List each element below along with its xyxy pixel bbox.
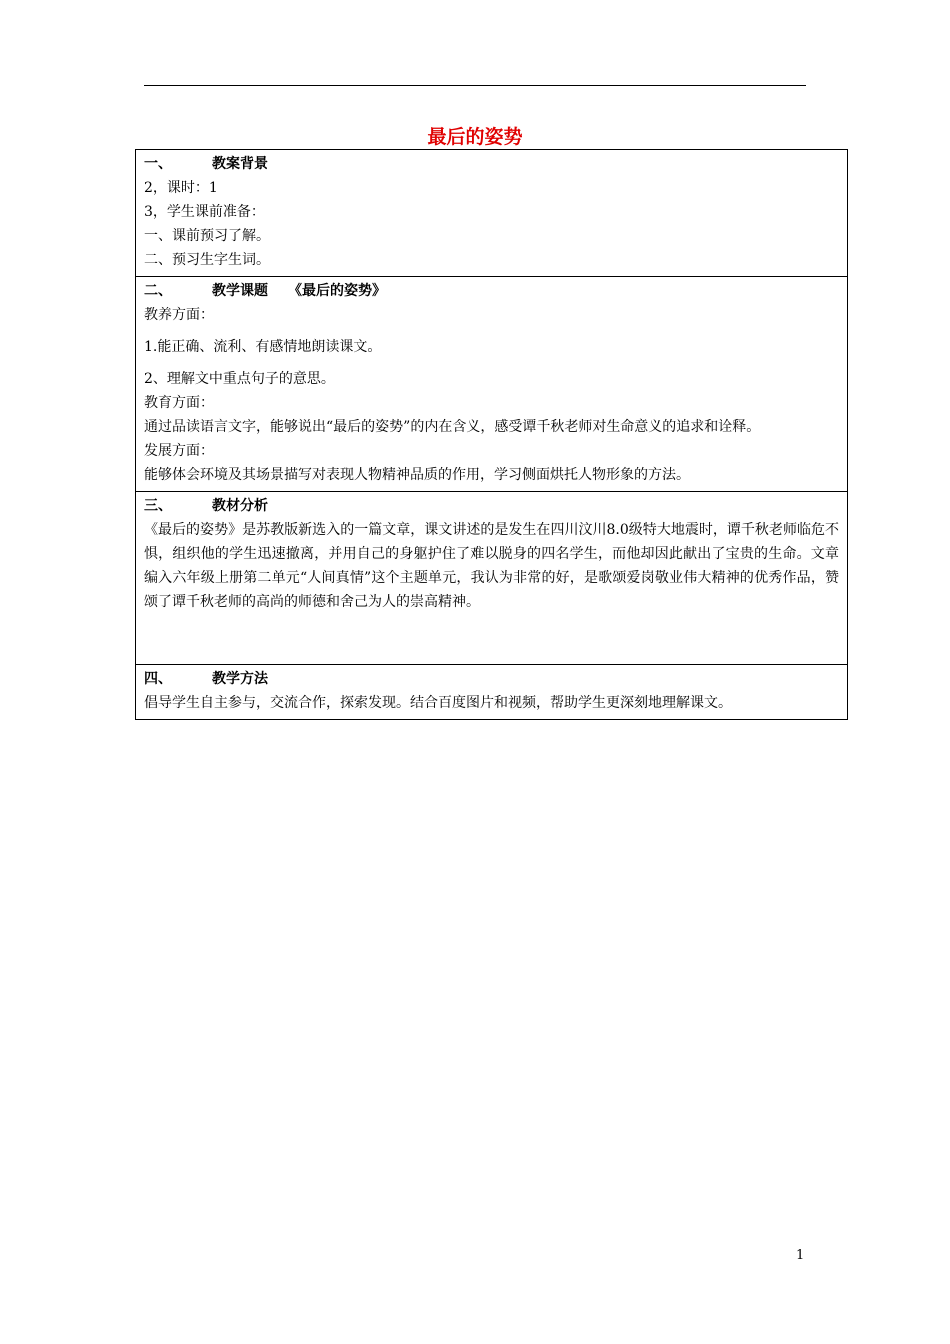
section-title: 教学方法: [212, 671, 268, 687]
page-number: 1: [796, 1248, 805, 1263]
section-number: 一、: [144, 156, 172, 172]
text-line: 能够体会环境及其场景描写对表现人物精神品质的作用，学习侧面烘托人物形象的方法。: [144, 467, 690, 483]
section-number: 三、: [144, 498, 172, 514]
text-line: 教育方面：: [144, 395, 214, 411]
text-paragraph: 通过品读语言文字，能够说出“最后的姿势”的内在含义，感受谭千秋老师对生命意义的追求和诠释。: [144, 419, 761, 435]
section-topic: [136, 277, 848, 492]
section-title: 教材分析: [212, 498, 268, 514]
text-line: 1.能正确、流利、有感情地朗读课文。: [144, 339, 382, 355]
text-line: 3，学生课前准备：: [144, 204, 265, 220]
document-title: 最后的姿势: [427, 126, 523, 148]
section-number: 二、: [144, 283, 172, 299]
lesson-plan-table: [135, 149, 848, 720]
text-line: 2，课时：1: [144, 180, 218, 196]
text-paragraph: 《最后的姿势》是苏教版新选入的一篇文章，课文讲述的是发生在四川汶川8.0级特大地震时，谭千秋老师临危不惧，组织他的学生迅速撤离，并用自己的身躯护住了难以脱身的四名学生，而他却因此献出了宝贵的生命。文章编入六年级上册第二单元“人间真情”这个主题单元，我认为非常的好，是歌颂爱岗敬业伟大精神的优秀作品，赞颂了谭千秋老师的高尚的师德和舍己为人的崇高精神。: [144, 522, 839, 610]
text-paragraph: 倡导学生自主参与，交流合作，探索发现。结合百度图片和视频，帮助学生更深刻地理解课文。: [144, 695, 732, 711]
text-line: 二、预习生字生词。: [144, 252, 270, 268]
text-line: 2、理解文中重点句子的意思。: [144, 371, 335, 387]
header-rule: [144, 85, 806, 86]
section-heading: [144, 494, 839, 518]
section-background: [136, 150, 848, 277]
text-line: 教养方面：: [144, 307, 214, 323]
section-number: 四、: [144, 671, 172, 687]
section-title: 教学课题: [212, 283, 268, 299]
section-heading: [144, 152, 839, 176]
section-heading: [144, 279, 839, 303]
text-line: 发展方面：: [144, 443, 214, 459]
section-heading: [144, 667, 839, 691]
section-title: 教案背景: [212, 156, 268, 172]
section-method: [136, 665, 848, 720]
section-subtitle: 《最后的姿势》: [288, 283, 386, 299]
section-analysis: [136, 492, 848, 665]
text-line: 一、课前预习了解。: [144, 228, 270, 244]
